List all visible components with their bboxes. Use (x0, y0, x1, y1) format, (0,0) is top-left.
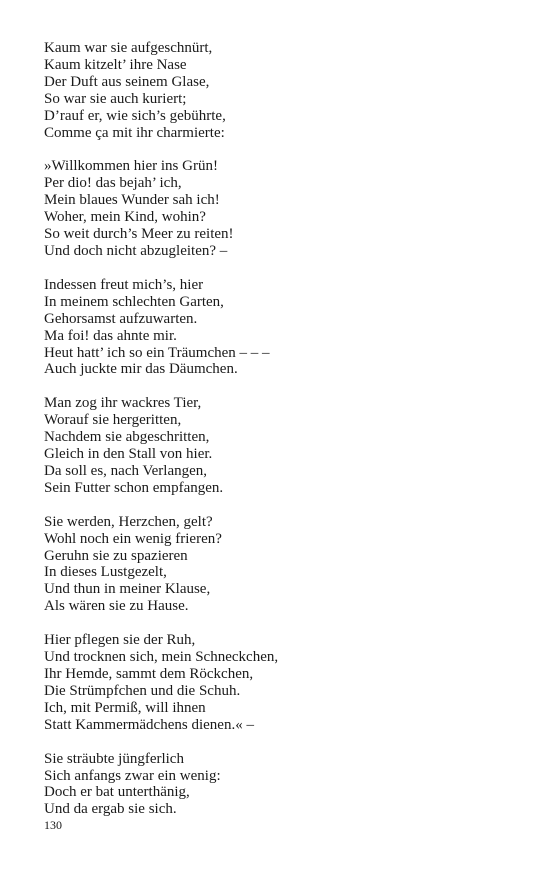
verse-line: »Willkommen hier ins Grün! (44, 158, 218, 175)
verse-line: Ich, mit Permiß, will ihnen (44, 699, 206, 716)
verse-line: Die Strümpfchen und die Schuh. (44, 682, 241, 699)
verse-line: Und doch nicht abzugleiten? – (44, 242, 228, 259)
stanza-6 (44, 632, 514, 733)
verse-line: Hier pflegen sie der Ruh, (44, 632, 196, 649)
stanza-2 (44, 158, 514, 259)
verse-line: Ma foi! das ahnte mir. (44, 327, 177, 344)
verse-line: Sein Futter schon empfangen. (44, 479, 224, 496)
verse-line: Man zog ihr wackres Tier, (44, 395, 202, 412)
stanza-1 (44, 40, 514, 141)
verse-line: Nachdem sie abgeschritten, (44, 429, 210, 446)
verse-line: Woher, mein Kind, wohin? (44, 209, 206, 226)
verse-line: D’rauf er, wie sich’s gebührte, (44, 107, 226, 124)
verse-line: Mein blaues Wunder sah ich! (44, 192, 220, 209)
verse-line: Da soll es, nach Verlangen, (44, 462, 208, 479)
stanza-5 (44, 514, 514, 615)
stanza-4 (44, 395, 514, 496)
verse-line: Indessen freut mich’s, hier (44, 276, 204, 293)
page-number: 130 (44, 818, 62, 832)
verse-line: Gleich in den Stall von hier. (44, 446, 213, 463)
verse-line: Kaum kitzelt’ ihre Nase (44, 56, 187, 73)
verse-line: Geruhn sie zu spazieren (44, 547, 188, 564)
verse-line: Und thun in meiner Klause, (44, 581, 211, 598)
verse-line: Gehorsamst aufzuwarten. (44, 310, 198, 327)
verse-line: Kaum war sie aufgeschnürt, (44, 40, 213, 56)
verse-line: Wohl noch ein wenig frieren? (44, 530, 222, 547)
verse-line: Und da ergab sie sich. (44, 801, 177, 818)
verse-line: Auch juckte mir das Däumchen. (44, 361, 238, 378)
verse-line: In meinem schlechten Garten, (44, 293, 224, 310)
verse-line: Und trocknen sich, mein Schneckchen, (44, 649, 279, 666)
verse-line: Heut hatt’ ich so ein Träumchen – – – (44, 344, 270, 361)
poem-body (44, 40, 514, 835)
stanza-3 (44, 277, 514, 378)
verse-line: Ihr Hemde, sammt dem Röckchen, (44, 666, 254, 682)
verse-line: Per dio! das bejah’ ich, (44, 175, 182, 192)
verse-line: Als wären sie zu Hause. (44, 598, 189, 615)
verse-line: In dieses Lustgezelt, (44, 564, 167, 581)
verse-line: Der Duft aus seinem Glase, (44, 73, 210, 90)
verse-line: Doch er bat unterthänig, (44, 784, 190, 801)
verse-line: So weit durch’s Meer zu reiten! (44, 226, 234, 243)
verse-line: Sie werden, Herzchen, gelt? (44, 513, 213, 530)
verse-line: Sich anfangs zwar ein wenig: (44, 767, 221, 784)
verse-line: Worauf sie hergeritten, (44, 412, 182, 429)
verse-line: Comme ça mit ihr charmierte: (44, 124, 225, 141)
verse-line: Statt Kammermädchens dienen.« – (44, 716, 254, 733)
verse-line: So war sie auch kuriert; (44, 90, 187, 107)
verse-line: Sie sträubte jüngferlich (44, 750, 184, 767)
stanza-7 (44, 751, 514, 819)
